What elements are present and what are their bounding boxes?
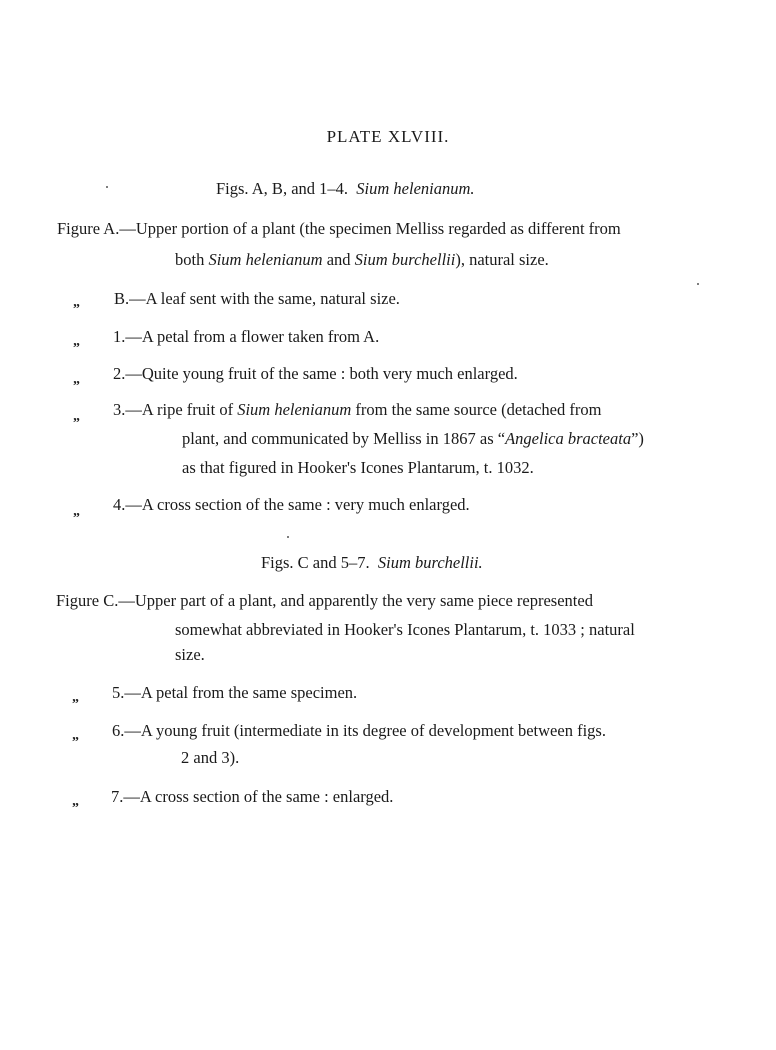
item-3-line2 bbox=[182, 431, 644, 448]
item-3-text: from the same source (detached from bbox=[351, 400, 602, 419]
figure-a-text: and bbox=[322, 250, 355, 269]
figure-c-line2: somewhat abbreviated in Hooker's Icones Plantarum, t. 1033 ; natural bbox=[175, 620, 635, 639]
section-heading-2-prefix: Figs. C and 5–7. bbox=[261, 553, 370, 572]
item-3-text: 3.—A ripe fruit of bbox=[113, 400, 238, 419]
section-heading-2 bbox=[261, 555, 483, 572]
item-7: 7.—A cross section of the same : enlarged. bbox=[111, 787, 394, 806]
item-3-line1 bbox=[113, 402, 601, 419]
scan-speck bbox=[106, 186, 108, 188]
figure-a-text: ), natural size. bbox=[455, 250, 549, 269]
item-4: 4.—A cross section of the same : very much enlarged. bbox=[113, 495, 470, 514]
section-heading-2-species: Sium burchellii. bbox=[377, 553, 483, 572]
ditto-mark: „ bbox=[73, 295, 80, 310]
ditto-mark: „ bbox=[72, 690, 79, 705]
ditto-mark: „ bbox=[73, 409, 80, 424]
item-3-line3: as that figured in Hooker's Icones Plantarum, t. 1032. bbox=[182, 458, 534, 477]
item-1: 1.—A petal from a flower taken from A. bbox=[113, 327, 380, 346]
section-heading-1-species: Sium helenianum. bbox=[356, 179, 475, 198]
plate-title: PLATE XLVIII. bbox=[326, 127, 450, 146]
section-heading-1-prefix: Figs. A, B, and 1–4. bbox=[216, 179, 349, 198]
item-3-text: plant, and communicated by Melliss in 1867 as “ bbox=[182, 429, 506, 448]
figure-c-line1: Figure C.—Upper part of a plant, and apparently the very same piece represented bbox=[56, 591, 593, 610]
species-name: Sium helenianum bbox=[237, 400, 352, 419]
scan-speck bbox=[697, 283, 699, 285]
species-name: Sium helenianum bbox=[208, 250, 323, 269]
ditto-mark: „ bbox=[73, 334, 80, 349]
species-name: Angelica bracteata bbox=[505, 429, 632, 448]
figure-c-line3: size. bbox=[175, 645, 205, 664]
species-name: Sium burchellii bbox=[354, 250, 456, 269]
item-2: 2.—Quite young fruit of the same : both very much enlarged. bbox=[113, 364, 518, 383]
scan-speck bbox=[287, 536, 289, 538]
item-5: 5.—A petal from the same specimen. bbox=[112, 683, 358, 702]
item-6-line1: 6.—A young fruit (intermediate in its degree of development between figs. bbox=[112, 721, 606, 740]
ditto-mark: „ bbox=[73, 372, 80, 387]
ditto-mark: „ bbox=[72, 794, 79, 809]
figure-a-line1: Figure A.—Upper portion of a plant (the specimen Melliss regarded as different from bbox=[57, 219, 621, 238]
figure-a-text: both bbox=[175, 250, 209, 269]
item-b: B.—A leaf sent with the same, natural size. bbox=[114, 289, 400, 308]
item-6-line2: 2 and 3). bbox=[181, 748, 240, 767]
ditto-mark: „ bbox=[72, 728, 79, 743]
item-3-text: ”) bbox=[631, 429, 644, 448]
section-heading-1 bbox=[216, 181, 475, 198]
figure-a-line2 bbox=[175, 252, 549, 269]
ditto-mark: „ bbox=[73, 504, 80, 519]
